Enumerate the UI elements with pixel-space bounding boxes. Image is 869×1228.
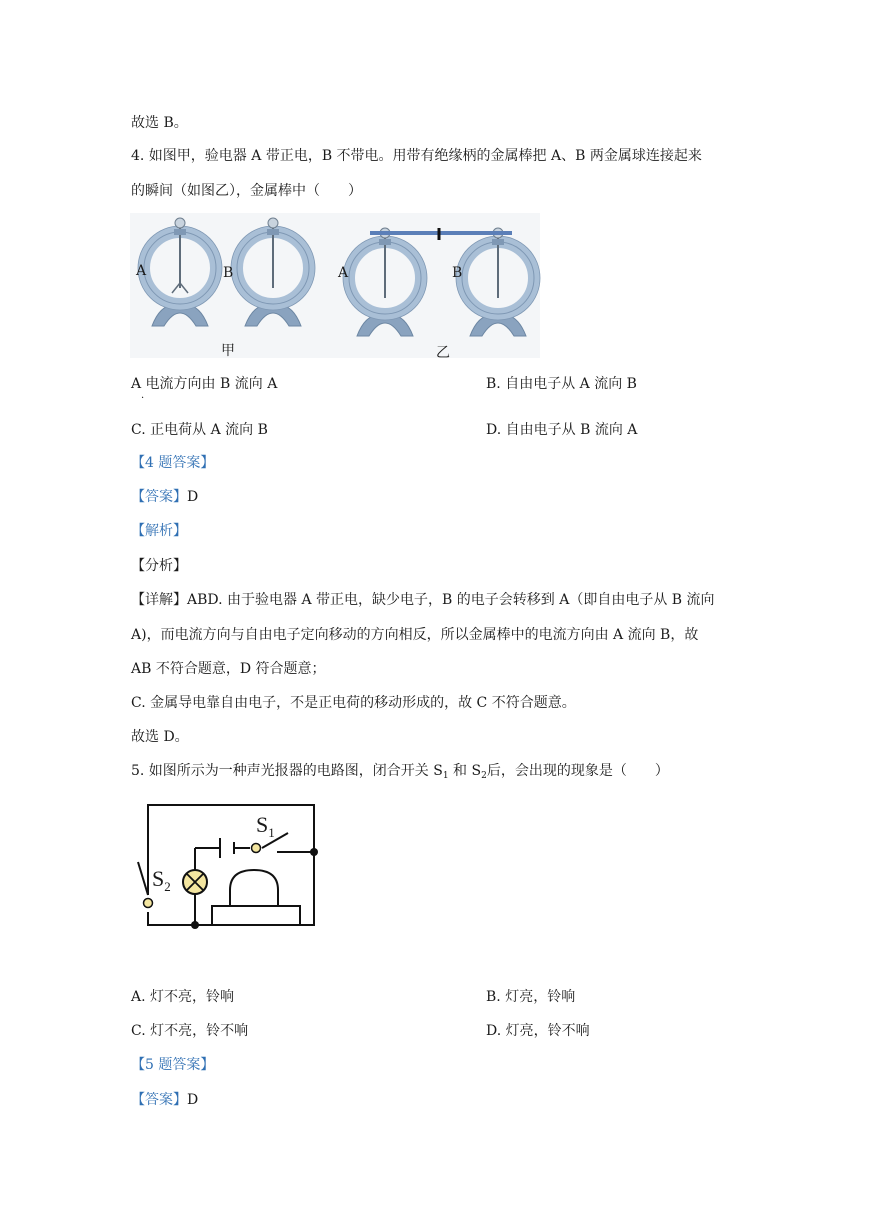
q4-option-d: D. 自由电子从 B 流向 A (486, 422, 638, 438)
q4-detail-line1: 【详解】ABD. 由于验电器 A 带正电，缺少电子，B 的电子会转移到 A（即自由电子从 B 流向 (131, 592, 715, 608)
q4-conclusion: 故选 D。 (131, 729, 189, 745)
q4-option-a: A 电流方向由 B 流向 A (131, 376, 278, 392)
q4-detail-line3: AB 不符合题意，D 符合题意； (131, 661, 326, 677)
q5-stem: 5. 如图所示为一种声光报器的电路图，闭合开关 $S_1$ 和 $S_2$后，会出现的现象是（ ） (131, 763, 669, 781)
q3-conclusion: 故选 B。 (131, 115, 188, 131)
q5-answer: 【答案】D (131, 1092, 199, 1108)
q4-detail-line2: A)，而电流方向与自由电子定向移动的方向相反，所以金属棒中的电流方向由 A 流向 B，故 (131, 627, 699, 643)
q4-analysis-label: 【解析】 (131, 523, 187, 539)
q4-stem-line2: 的瞬间（如图乙），金属棒中（ ） (131, 183, 362, 199)
q5-option-d: D. 灯亮，铃不响 (486, 1023, 590, 1039)
q4-fig-caption-jia: 甲 (221, 343, 235, 359)
q4-answer-header: 【4 题答案】 (131, 455, 215, 471)
q5-label-s2: $S_2$ (152, 866, 171, 894)
q5-option-a: A. 灯不亮，铃响 (131, 989, 235, 1005)
q4-fig-label-a1: A (136, 263, 147, 279)
q4-fig-label-a2: A (338, 265, 349, 281)
q4-answer: 【答案】D (131, 489, 199, 505)
q4-option-a-dot: · (141, 393, 145, 404)
q4-fig-caption-yi: 乙 (436, 345, 450, 361)
q4-detail-line4: C. 金属导电靠自由电子，不是正电荷的移动形成的，故 C 不符合题意。 (131, 695, 576, 711)
q4-fig-label-b2: B (452, 265, 463, 281)
q4-stem-line1: 4. 如图甲，验电器 A 带正电，B 不带电。用带有绝缘柄的金属棒把 A、B 两金属球连接起来 (131, 148, 702, 164)
q4-fenxi-label: 【分析】 (131, 558, 187, 574)
q4-electroscope-figure (130, 213, 540, 363)
q5-answer-header: 【5 题答案】 (131, 1057, 215, 1073)
q5-option-c: C. 灯不亮，铃不响 (131, 1023, 249, 1039)
q5-label-s1: $S_1$ (256, 812, 275, 840)
q4-option-c: C. 正电荷从 A 流向 B (131, 422, 268, 438)
q5-option-b: B. 灯亮，铃响 (486, 989, 576, 1005)
q4-fig-label-b1: B (223, 265, 234, 281)
q4-option-b: B. 自由电子从 A 流向 B (486, 376, 637, 392)
